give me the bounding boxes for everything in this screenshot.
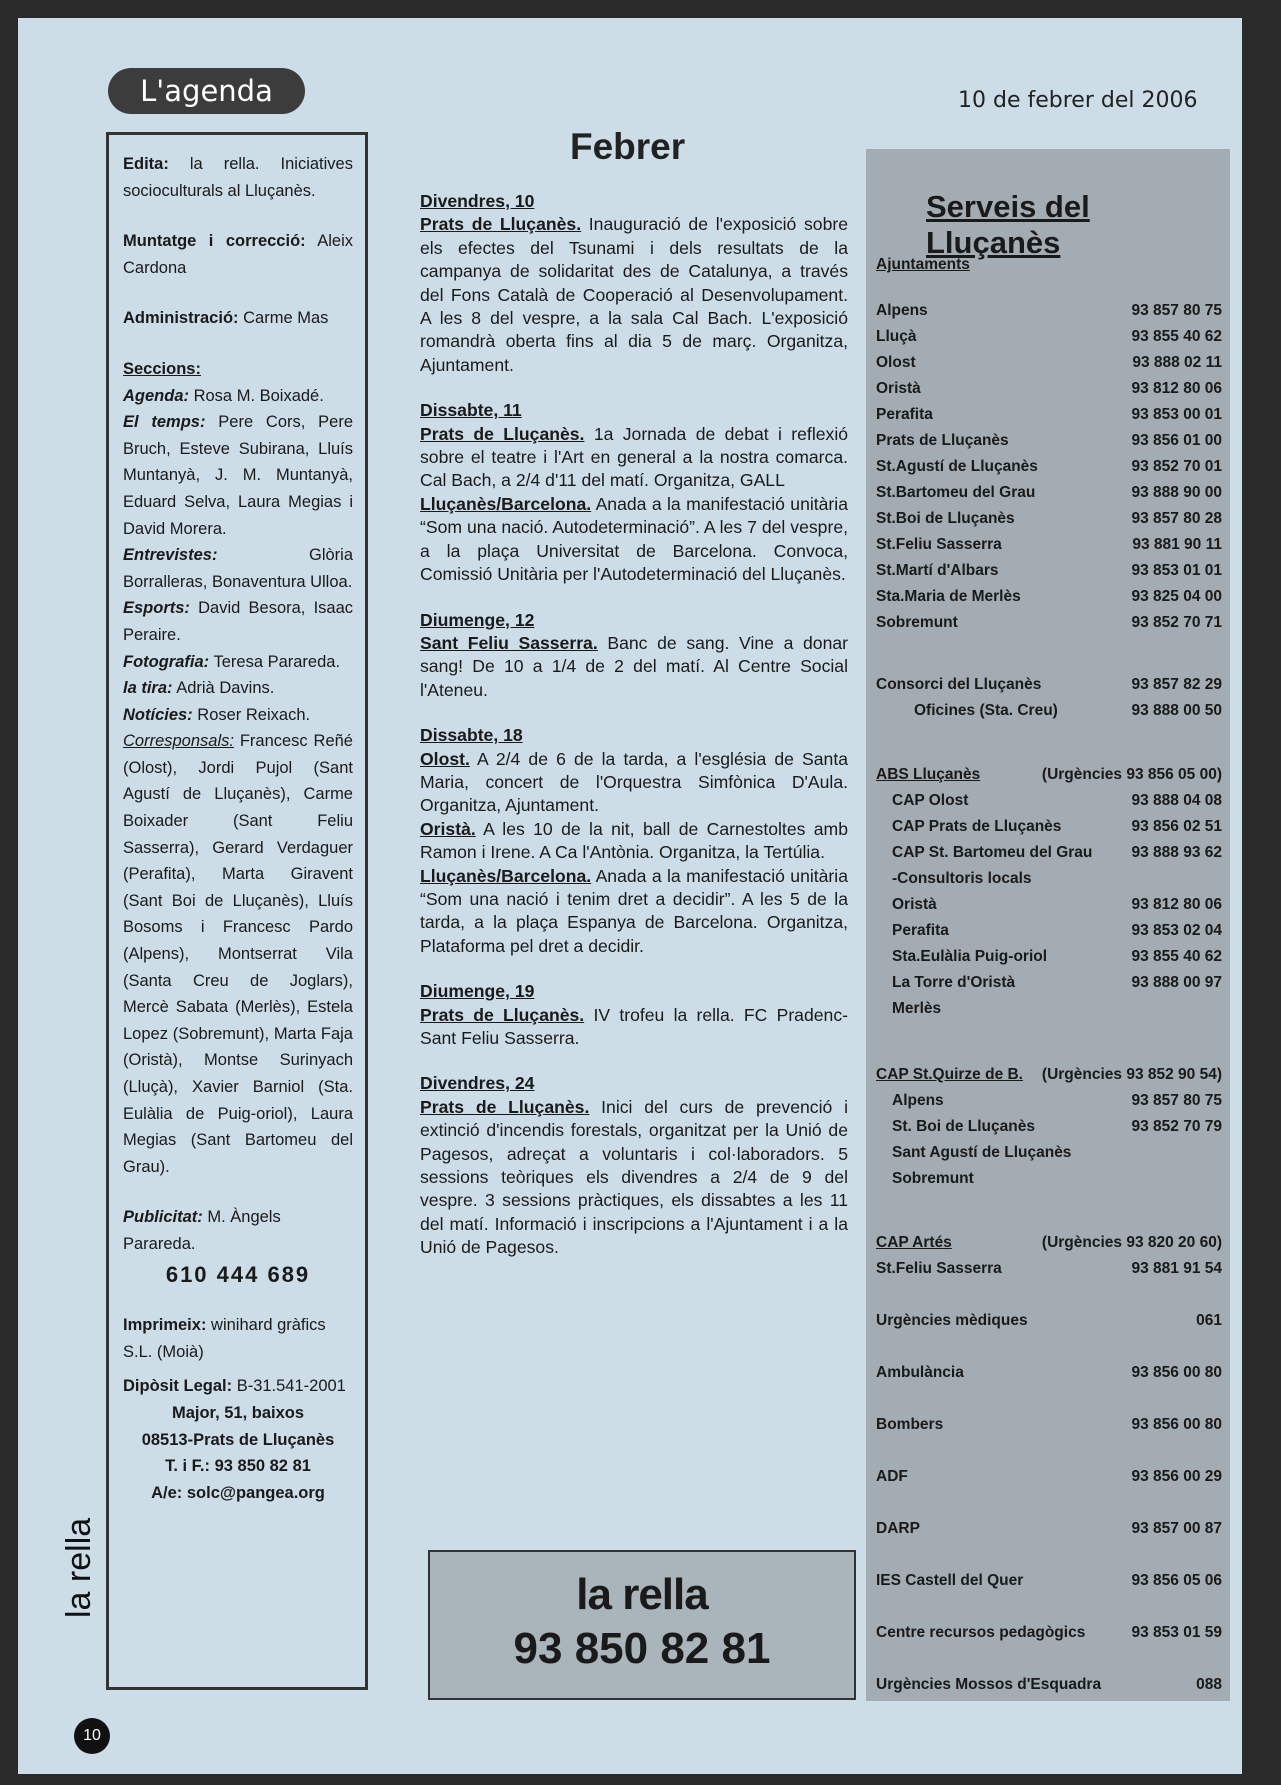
- publicitat-phone: 610 444 689: [165, 1261, 311, 1287]
- event-text: Anada a la manifestació unitària “Som una nació. Autodeterminació”. A les 7 del vespre, a la plaça Universitat de Barcelona. Convoca, Comissió Unitària per l'Autodeterminació del Lluçanès.: [420, 493, 848, 585]
- service-name: Merlès: [892, 1000, 942, 1017]
- event-item: [420, 493, 848, 587]
- service-phone: 93 853 02 04: [1131, 922, 1222, 939]
- service-phone: 93 812 80 06: [1131, 380, 1222, 397]
- service-row: [876, 429, 1222, 453]
- service-phone: 93 852 70 79: [1131, 1118, 1222, 1135]
- service-name: Sant Agustí de Lluçanès: [892, 1144, 1072, 1161]
- event-item: [420, 423, 848, 493]
- event-place: Prats de Lluçanès.: [420, 1096, 590, 1117]
- service-row: [876, 1413, 1222, 1437]
- service-name: CAP Prats de Lluçanès: [892, 818, 1062, 835]
- service-name: Sta.Eulàlia Puig-oriol: [892, 948, 1048, 965]
- service-row: [876, 815, 1222, 839]
- service-name: ADF: [876, 1468, 908, 1485]
- service-phone: 93 812 80 06: [1131, 896, 1222, 913]
- event-text: A les 10 de la nit, ball de Carnestoltes amb Ramon i Irene. A Ca l'Antònia. Organitza, la Tertúlia.: [420, 818, 849, 863]
- event-text: A 2/4 de 6 de la tarda, a l'església de Santa Maria, concert de l'Orquestra Simfònica D'Aula. Organitza, Ajuntament.: [420, 748, 848, 816]
- service-phone: 93 853 01 01: [1131, 562, 1222, 579]
- service-name: Urgències mèdiques: [876, 1312, 1028, 1329]
- service-row: [876, 919, 1222, 943]
- service-phone: 93 856 00 80: [1131, 1364, 1222, 1381]
- service-phone: 93 857 80 75: [1131, 302, 1222, 319]
- service-phone: 93 856 01 00: [1131, 432, 1222, 449]
- service-row: [876, 699, 1222, 723]
- service-row: [876, 1309, 1222, 1333]
- event-item: [420, 213, 848, 377]
- service-name: Oristà: [876, 380, 921, 397]
- service-name: Alpens: [892, 1092, 944, 1109]
- service-row: [876, 945, 1222, 969]
- services-panel: [866, 149, 1230, 1701]
- event-day: [420, 980, 848, 1050]
- service-row: [876, 1673, 1222, 1697]
- event-item: [420, 1004, 848, 1051]
- service-phone: 93 853 01 59: [1131, 1624, 1222, 1641]
- event-item: [420, 818, 848, 865]
- ad-name: la rella: [576, 1570, 708, 1619]
- service-name: Lluçà: [876, 328, 917, 345]
- service-name: CAP St. Bartomeu del Grau: [892, 844, 1093, 861]
- service-name: DARP: [876, 1520, 920, 1537]
- page-number: 10: [74, 1718, 110, 1754]
- service-row: [876, 841, 1222, 865]
- service-row: [876, 1465, 1222, 1489]
- service-name: -Consultoris locals: [892, 870, 1032, 887]
- service-phone: 93 888 04 08: [1131, 792, 1222, 809]
- event-day: [420, 1072, 848, 1259]
- service-name: St.Feliu Sasserra: [876, 536, 1002, 553]
- credit-publicitat: Publicitat: M. Àngels Parareda.: [123, 1208, 281, 1253]
- credit-entrevistes: Entrevistes: Glòria Borralleras, Bonaventura Ulloa.: [123, 546, 353, 591]
- event-text: 1a Jornada de debat i reflexió sobre el teatre i l'Art en general a la nostra comarca. Cal Bach, a 2/4 d'11 del matí. Organitza, GALL: [420, 423, 849, 491]
- service-name: Sobremunt: [876, 614, 958, 631]
- service-phone: 061: [1196, 1312, 1222, 1329]
- service-phone: 93 853 00 01: [1131, 406, 1222, 423]
- service-row: [876, 1361, 1222, 1385]
- credit-edita: Edita: la rella. Iniciatives socioculturals al Lluçanès.: [123, 155, 353, 200]
- service-name: ABS Lluçanès: [876, 766, 981, 783]
- service-row: [876, 971, 1222, 995]
- service-row: [876, 403, 1222, 427]
- service-name: Perafita: [876, 406, 933, 423]
- credit-fotografia: Fotografia: Teresa Parareda.: [123, 652, 341, 671]
- service-name: Sobremunt: [892, 1170, 974, 1187]
- address-line-2: 08513-Prats de Lluçanès: [141, 1430, 335, 1449]
- service-phone: 93 857 80 28: [1131, 510, 1222, 527]
- service-row: [876, 507, 1222, 531]
- day-label: Dissabte, 18: [420, 725, 523, 746]
- event-day: [420, 190, 848, 377]
- service-phone: 93 825 04 00: [1131, 588, 1222, 605]
- credit-noticies: Notícies: Roser Reixach.: [123, 705, 311, 724]
- service-row: [876, 351, 1222, 375]
- service-row: [876, 1063, 1222, 1087]
- service-phone: 93 888 02 11: [1132, 354, 1222, 371]
- day-label: Diumenge, 12: [420, 609, 535, 630]
- service-name: La Torre d'Oristà: [892, 974, 1016, 991]
- service-row: [876, 455, 1222, 479]
- magazine-name-vertical: la rella: [60, 1517, 98, 1618]
- service-name: St.Martí d'Albars: [876, 562, 999, 579]
- service-name: Perafita: [892, 922, 949, 939]
- service-row: [876, 325, 1222, 349]
- service-phone: 93 888 90 00: [1131, 484, 1222, 501]
- service-row: [876, 1231, 1222, 1255]
- service-row: [876, 611, 1222, 635]
- service-row: [876, 1621, 1222, 1645]
- service-name: Ajuntaments: [876, 256, 970, 273]
- service-name: Sta.Maria de Merlès: [876, 588, 1021, 605]
- credit-corresponsals: Corresponsals: Francesc Reñé (Olost), Jordi Pujol (Sant Agustí de Lluçanès), Carme Boixader (Sant Feliu Sasserra), Gerard Verdaguer (Perafita), Marta Giravent (Sant Boi de Lluçanès), Lluís Bosoms i Francesc Pardo (Alpens), Montserrat Vila (Santa Creu de Joglars), Mercè Sabata (Merlès), Estela Lopez (Sobremunt), Marta Faja (Oristà), Montse Surinyach (Lluçà), Xavier Barniol (Sta. Eulàlia de Puig-oriol), Laura Megias (Sant Bartomeu del Grau).: [123, 732, 353, 1176]
- event-place: Lluçanès/Barcelona.: [420, 493, 592, 514]
- service-row: [876, 1257, 1222, 1281]
- events-list: [420, 190, 848, 1260]
- service-row: [876, 763, 1222, 787]
- service-row: [876, 1517, 1222, 1541]
- service-phone: 93 852 70 01: [1131, 458, 1222, 475]
- service-row: [876, 867, 1222, 891]
- credit-administracio: Administració: Carme Mas: [123, 309, 329, 328]
- service-phone: 088: [1196, 1676, 1222, 1693]
- service-phone: 93 881 90 11: [1132, 536, 1222, 553]
- event-text: Inici del curs de prevenció i extinció d'incendis forestals, organitzat per la Unió de Pagesos, adreçat a voluntaris i col·laboradors. 5 sessions teòriques els divendres a 2/4 de 9 del vespre. 3 sessions pràctiques, els dissabtes a les 11 del matí. Informació i inscripcions a l'Ajuntament i a la Unió de Pagesos.: [420, 1096, 848, 1258]
- service-phone: 93 857 82 29: [1131, 676, 1222, 693]
- service-row: [876, 585, 1222, 609]
- service-phone: 93 856 05 06: [1131, 1572, 1222, 1589]
- service-name: Oristà: [892, 896, 937, 913]
- service-phone: 93 888 00 97: [1131, 974, 1222, 991]
- service-phone: 93 881 91 54: [1131, 1260, 1222, 1277]
- event-text: Inauguració de l'exposició sobre els efectes del Tsunami i dels resultats de la campanya de solidaritat des de Catalunya, a través del Fons Català de Cooperació al Desenvolupament. A les 8 del vespre, a la sala Cal Bach. L'exposició romandrà oberta fins al dia 5 de març. Organitza, Ajuntament.: [420, 214, 849, 375]
- event-day: [420, 399, 848, 586]
- service-name: St.Bartomeu del Grau: [876, 484, 1036, 501]
- service-name: CAP Artés: [876, 1234, 952, 1251]
- service-row: [876, 673, 1222, 697]
- service-row: [876, 533, 1222, 557]
- service-row: [876, 481, 1222, 505]
- service-name: St.Agustí de Lluçanès: [876, 458, 1038, 475]
- service-name: Alpens: [876, 302, 928, 319]
- service-name: CAP Olost: [892, 792, 969, 809]
- service-row: [876, 377, 1222, 401]
- service-row: [876, 299, 1222, 323]
- credit-seccions-heading: Seccions:: [123, 359, 201, 378]
- service-phone: 93 855 40 62: [1131, 948, 1222, 965]
- service-name: Oficines (Sta. Creu): [914, 702, 1058, 719]
- credit-temps: El temps: Pere Cors, Pere Bruch, Esteve Subirana, Lluís Muntanyà, J. M. Muntanyà, Eduard Selva, Laura Megias i David Morera.: [123, 413, 353, 538]
- credit-diposit: Dipòsit Legal: B-31.541-2001: [123, 1377, 346, 1396]
- event-place: Olost.: [420, 748, 470, 769]
- service-row: [876, 789, 1222, 813]
- credits-box: [106, 132, 368, 1690]
- service-phone: 93 888 93 62: [1131, 844, 1222, 861]
- service-name: Urgències Mossos d'Esquadra: [876, 1676, 1102, 1693]
- event-place: Oristà.: [420, 818, 476, 839]
- service-phone: (Urgències 93 820 20 60): [1041, 1234, 1222, 1251]
- service-phone: 93 852 70 71: [1131, 614, 1222, 631]
- service-phone: 93 857 00 87: [1131, 1520, 1222, 1537]
- ad-box: [428, 1550, 856, 1700]
- service-name: Centre recursos pedagògics: [876, 1624, 1086, 1641]
- service-row: [876, 1167, 1222, 1191]
- event-item: [420, 748, 848, 818]
- service-phone: 93 855 40 62: [1131, 328, 1222, 345]
- event-day: [420, 724, 848, 958]
- event-place: Sant Feliu Sasserra.: [420, 632, 598, 653]
- service-row: [876, 1141, 1222, 1165]
- service-name: St.Boi de Lluçanès: [876, 510, 1015, 527]
- event-day: [420, 609, 848, 703]
- contact-phone: T. i F.: 93 850 82 81: [165, 1457, 311, 1476]
- credit-agenda: Agenda: Rosa M. Boixadé.: [123, 386, 324, 405]
- service-name: Olost: [876, 354, 916, 371]
- event-place: Prats de Lluçanès.: [420, 423, 585, 444]
- service-name: Prats de Lluçanès: [876, 432, 1009, 449]
- service-name: Ambulància: [876, 1364, 964, 1381]
- day-label: Diumenge, 19: [420, 981, 535, 1002]
- issue-date: 10 de febrer del 2006: [958, 88, 1198, 113]
- credit-imprimeix: Imprimeix: winihard gràfics S.L. (Moià): [123, 1316, 326, 1361]
- service-phone: (Urgències 93 852 90 54): [1041, 1066, 1222, 1083]
- service-phone: 93 856 00 29: [1131, 1468, 1222, 1485]
- section-label: L'agenda: [108, 68, 305, 114]
- credit-esports: Esports: David Besora, Isaac Peraire.: [123, 599, 354, 644]
- event-item: [420, 1096, 848, 1260]
- service-phone: 93 856 02 51: [1131, 818, 1222, 835]
- event-place: Lluçanès/Barcelona.: [420, 865, 592, 886]
- magazine-page: [18, 18, 1242, 1774]
- service-row: [876, 1115, 1222, 1139]
- service-row: [876, 997, 1222, 1021]
- day-label: Dissabte, 11: [420, 400, 522, 421]
- service-name: Bombers: [876, 1416, 944, 1433]
- service-name: IES Castell del Quer: [876, 1572, 1024, 1589]
- credit-tira: la tira: Adrià Davins.: [123, 679, 275, 698]
- event-text: Banc de sang. Vine a donar sang! De 10 a 1/4 de 2 del matí. Al Centre Social l'Ateneu.: [420, 632, 848, 700]
- service-name: CAP St.Quirze de B.: [876, 1066, 1023, 1083]
- event-item: [420, 632, 848, 702]
- service-phone: 93 888 00 50: [1131, 702, 1222, 719]
- service-phone: 93 857 80 75: [1131, 1092, 1222, 1109]
- service-name: St. Boi de Lluçanès: [892, 1118, 1035, 1135]
- services-title: Serveis del Lluçanès: [926, 189, 1090, 260]
- event-text: IV trofeu la rella. FC Pradenc-Sant Feliu Sasserra.: [420, 1004, 848, 1048]
- event-text: Anada a la manifestació unitària “Som una nació i tenim dret a decidir”. A les 5 de la tarda, a la plaça Espanya de Barcelona. Organitza, Plataforma pel dret a decidir.: [420, 865, 848, 956]
- month-heading: Febrer: [570, 126, 686, 167]
- day-label: Divendres, 10: [420, 191, 535, 211]
- credit-muntatge: Muntatge i correcció: Aleix Cardona: [123, 232, 353, 277]
- event-place: Prats de Lluçanès.: [420, 214, 582, 235]
- service-phone: 93 856 00 80: [1131, 1416, 1222, 1433]
- event-place: Prats de Lluçanès.: [420, 1004, 585, 1025]
- service-row: [876, 893, 1222, 917]
- day-label: Divendres, 24: [420, 1073, 535, 1094]
- service-row: [876, 253, 1222, 277]
- service-row: [876, 559, 1222, 583]
- service-phone: (Urgències 93 856 05 00): [1041, 766, 1222, 783]
- contact-email: A/e: solc@pangea.org: [151, 1483, 325, 1502]
- service-row: [876, 1089, 1222, 1113]
- address-line-1: Major, 51, baixos: [171, 1403, 305, 1422]
- ad-phone: 93 850 82 81: [513, 1624, 771, 1673]
- event-item: [420, 865, 848, 959]
- service-name: St.Feliu Sasserra: [876, 1260, 1002, 1277]
- service-row: [876, 1569, 1222, 1593]
- service-name: Consorci del Lluçanès: [876, 676, 1042, 693]
